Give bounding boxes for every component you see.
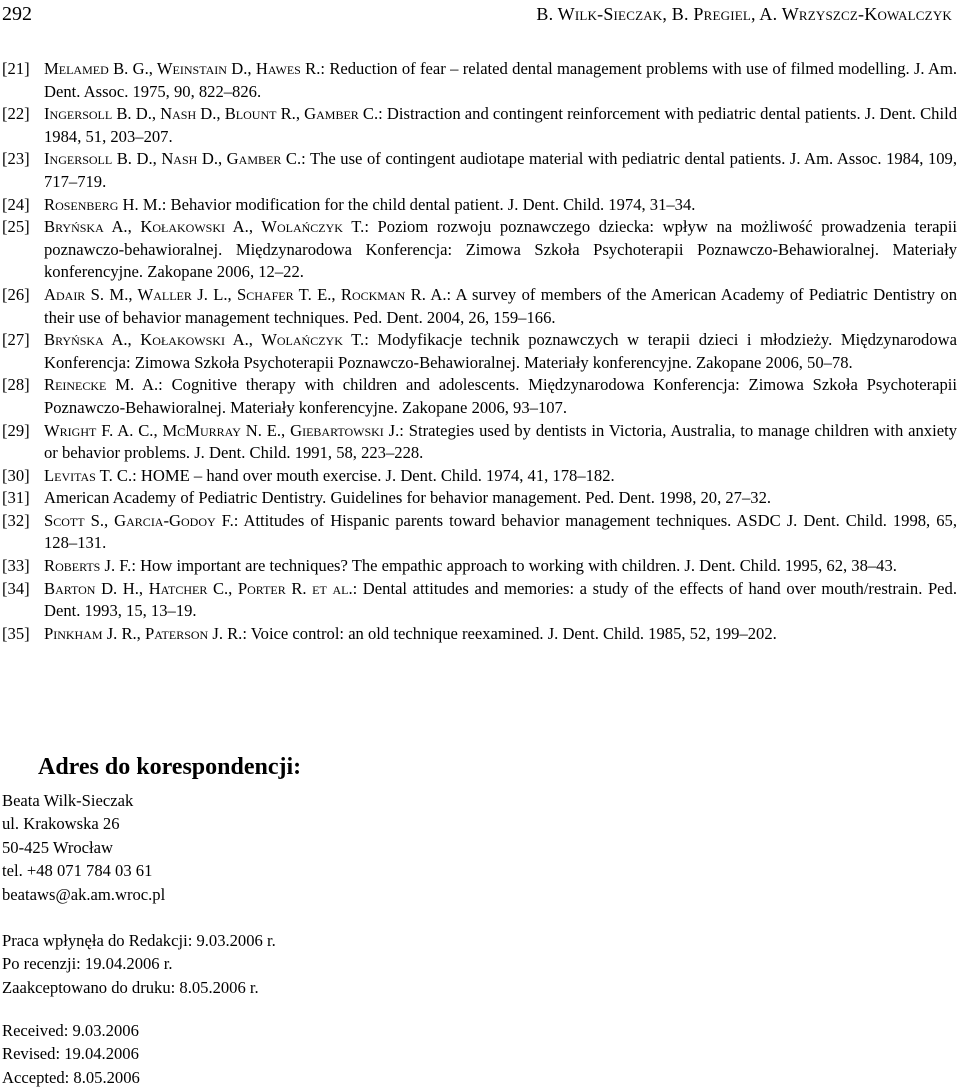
reference-details: : Voice control: an old technique reexamined. J. Dent. Child. 1985, 52, 199–202. (242, 623, 777, 643)
reference-item (2, 578, 957, 623)
reference-authors: Adair S. M., Waller J. L., Schafer T. E., Rockman R. A. (44, 284, 447, 304)
reference-authors: Ingersoll B. D., Nash D., Blount R., Gamber C. (44, 104, 379, 124)
correspondence-address (2, 789, 165, 906)
received-date-pl: Praca wpłynęła do Redakcji: 9.03.2006 r. (2, 931, 276, 950)
reference-item (2, 465, 957, 488)
reference-details: : Behavior modification for the child dental patient. J. Dent. Child. 1974, 31–34. (161, 194, 696, 214)
correspondence-heading: Adres do korespondencji: (38, 754, 302, 780)
reference-details: : Poziom rozwoju poznawczego dziecka: wpływ na możliwość prowadzenia terapii poznawczo-behawioralnej. Międzynarodowa Konferencja: Zimowa Szkoła Psychoterapii Poznawczo-Behawioralnej. Materiały konferencyjne. Zakopane 2006, 12–22. (44, 217, 957, 282)
reference-authors: Reinecke M. A. (44, 375, 159, 395)
reference-authors: Levitas T. C. (44, 465, 133, 485)
reference-item (2, 329, 957, 374)
page-number: 292 (2, 3, 32, 25)
reference-authors: Wright F. A. C., McMurray N. E., Giebartowski J. (44, 420, 400, 440)
reference-number: [30] (2, 465, 30, 485)
reference-number: [26] (2, 284, 30, 304)
page-header (2, 2, 952, 26)
reference-item (2, 487, 957, 510)
address-city: 50-425 Wrocław (2, 837, 114, 857)
dates-english (2, 1019, 140, 1089)
reference-item (2, 58, 957, 103)
email-address: beataws@ak.am.wroc.pl (2, 884, 166, 904)
reference-authors: Scott S., Garcia-Godoy F. (44, 510, 234, 530)
reference-details: : Dental attitudes and memories: a study of the effects of hand over mouth/restrain. Ped. Dent. 1993, 15, 13–19. (44, 578, 957, 621)
received-date-en: Received: 9.03.2006 (2, 1021, 139, 1040)
reference-details: : Reduction of fear – related dental management problems with use of filmed modelling. J. Am. Dent. Assoc. 1975, 90, 822–826. (44, 59, 957, 101)
reference-number: [25] (2, 217, 30, 237)
reference-number: [29] (2, 420, 30, 440)
reference-item (2, 284, 957, 329)
reference-details: : Cognitive therapy with children and adolescents. Międzynarodowa Konferencja: Zimowa Szkoła Psychoterapii Poznawczo-Behawioralnej. Materiały konferencyjne. Zakopane 2006, 93–107. (44, 375, 957, 417)
reference-number: [31] (2, 488, 30, 508)
reference-item (2, 216, 957, 284)
reference-item (2, 623, 957, 646)
reference-details: : Modyfikacje technik poznawczych w terapii dzieci i młodzieży. Międzynarodowa Konferencja: Zimowa Szkoła Psychoterapii Poznawczo-Behawioralnej. Materiały konferencyjne. Zakopane 2006, 50–78. (44, 330, 958, 372)
reference-item (2, 374, 957, 419)
reference-authors: Pinkham J. R., Paterson J. R. (44, 623, 243, 643)
accepted-date-pl: Zaakceptowano do druku: 8.05.2006 r. (2, 977, 259, 997)
reference-details: : The use of contingent audiotape material with pediatric dental patients. J. Am. Assoc. 1984, 109, 717–719. (44, 149, 957, 191)
revised-date-pl: Po recenzji: 19.04.2006 r. (2, 954, 173, 974)
reference-details: : A survey of members of the American Academy of Pediatric Dentistry on their use of behavior management techniques. Ped. Dent. 2004, 26, 159–166. (44, 284, 957, 327)
reference-number: [22] (2, 104, 30, 124)
reference-authors: Roberts J. F. (44, 556, 132, 576)
phone-number: tel. +48 071 784 03 61 (2, 861, 153, 881)
reference-details: : How important are techniques? The empathic approach to working with children. J. Dent. Child. 1995, 62, 38–43. (131, 556, 897, 576)
author-name: Beata Wilk-Sieczak (2, 791, 134, 810)
reference-item (2, 555, 957, 578)
reference-authors: Barton D. H., Hatcher C., Porter R. et al. (44, 578, 353, 598)
reference-item (2, 148, 957, 193)
reference-item (2, 510, 957, 555)
reference-details: : Attitudes of Hispanic parents toward behavior management techniques. ASDC J. Dent. Child. 1998, 65, 128–131. (44, 510, 957, 553)
reference-number: [33] (2, 556, 30, 576)
reference-authors: Rosenberg H. M. (44, 194, 162, 214)
address-street: ul. Krakowska 26 (2, 814, 120, 834)
reference-authors: Bryńska A., Kołakowski A., Wolańczyk T. (44, 217, 365, 237)
reference-details: : Distraction and contingent reinforcement with pediatric dental patients. J. Dent. Child 1984, 51, 203–207. (44, 104, 957, 146)
reference-number: [21] (2, 59, 30, 78)
reference-list (2, 58, 957, 645)
reference-number: [28] (2, 375, 30, 395)
reference-item (2, 420, 957, 465)
reference-details: : HOME – hand over mouth exercise. J. Dent. Child. 1974, 41, 178–182. (132, 465, 615, 485)
reference-details: American Academy of Pediatric Dentistry. Guidelines for behavior management. Ped. Dent. 1998, 20, 27–32. (44, 488, 772, 508)
dates-polish (2, 929, 276, 999)
reference-authors: Melamed B. G., Weinstain D., Hawes R. (44, 59, 321, 78)
reference-item (2, 194, 957, 217)
running-head: B. Wilk-Sieczak, B. Pregiel, A. Wrzyszcz-Kowalczyk (536, 4, 952, 24)
reference-number: [27] (2, 330, 30, 350)
reference-number: [34] (2, 578, 30, 598)
reference-number: [32] (2, 510, 30, 530)
reference-details: : Strategies used by dentists in Victoria, Australia, to manage children with anxiety or behavior problems. J. Dent. Child. 1991, 58, 223–228. (44, 420, 957, 463)
revised-date-en: Revised: 19.04.2006 (2, 1044, 139, 1064)
reference-authors: Bryńska A., Kołakowski A., Wolańczyk T. (44, 330, 365, 350)
reference-item (2, 103, 957, 148)
accepted-date-en: Accepted: 8.05.2006 (2, 1067, 140, 1087)
reference-number: [24] (2, 194, 30, 214)
reference-number: [35] (2, 623, 30, 643)
reference-number: [23] (2, 149, 30, 169)
reference-authors: Ingersoll B. D., Nash D., Gamber C. (44, 149, 302, 169)
